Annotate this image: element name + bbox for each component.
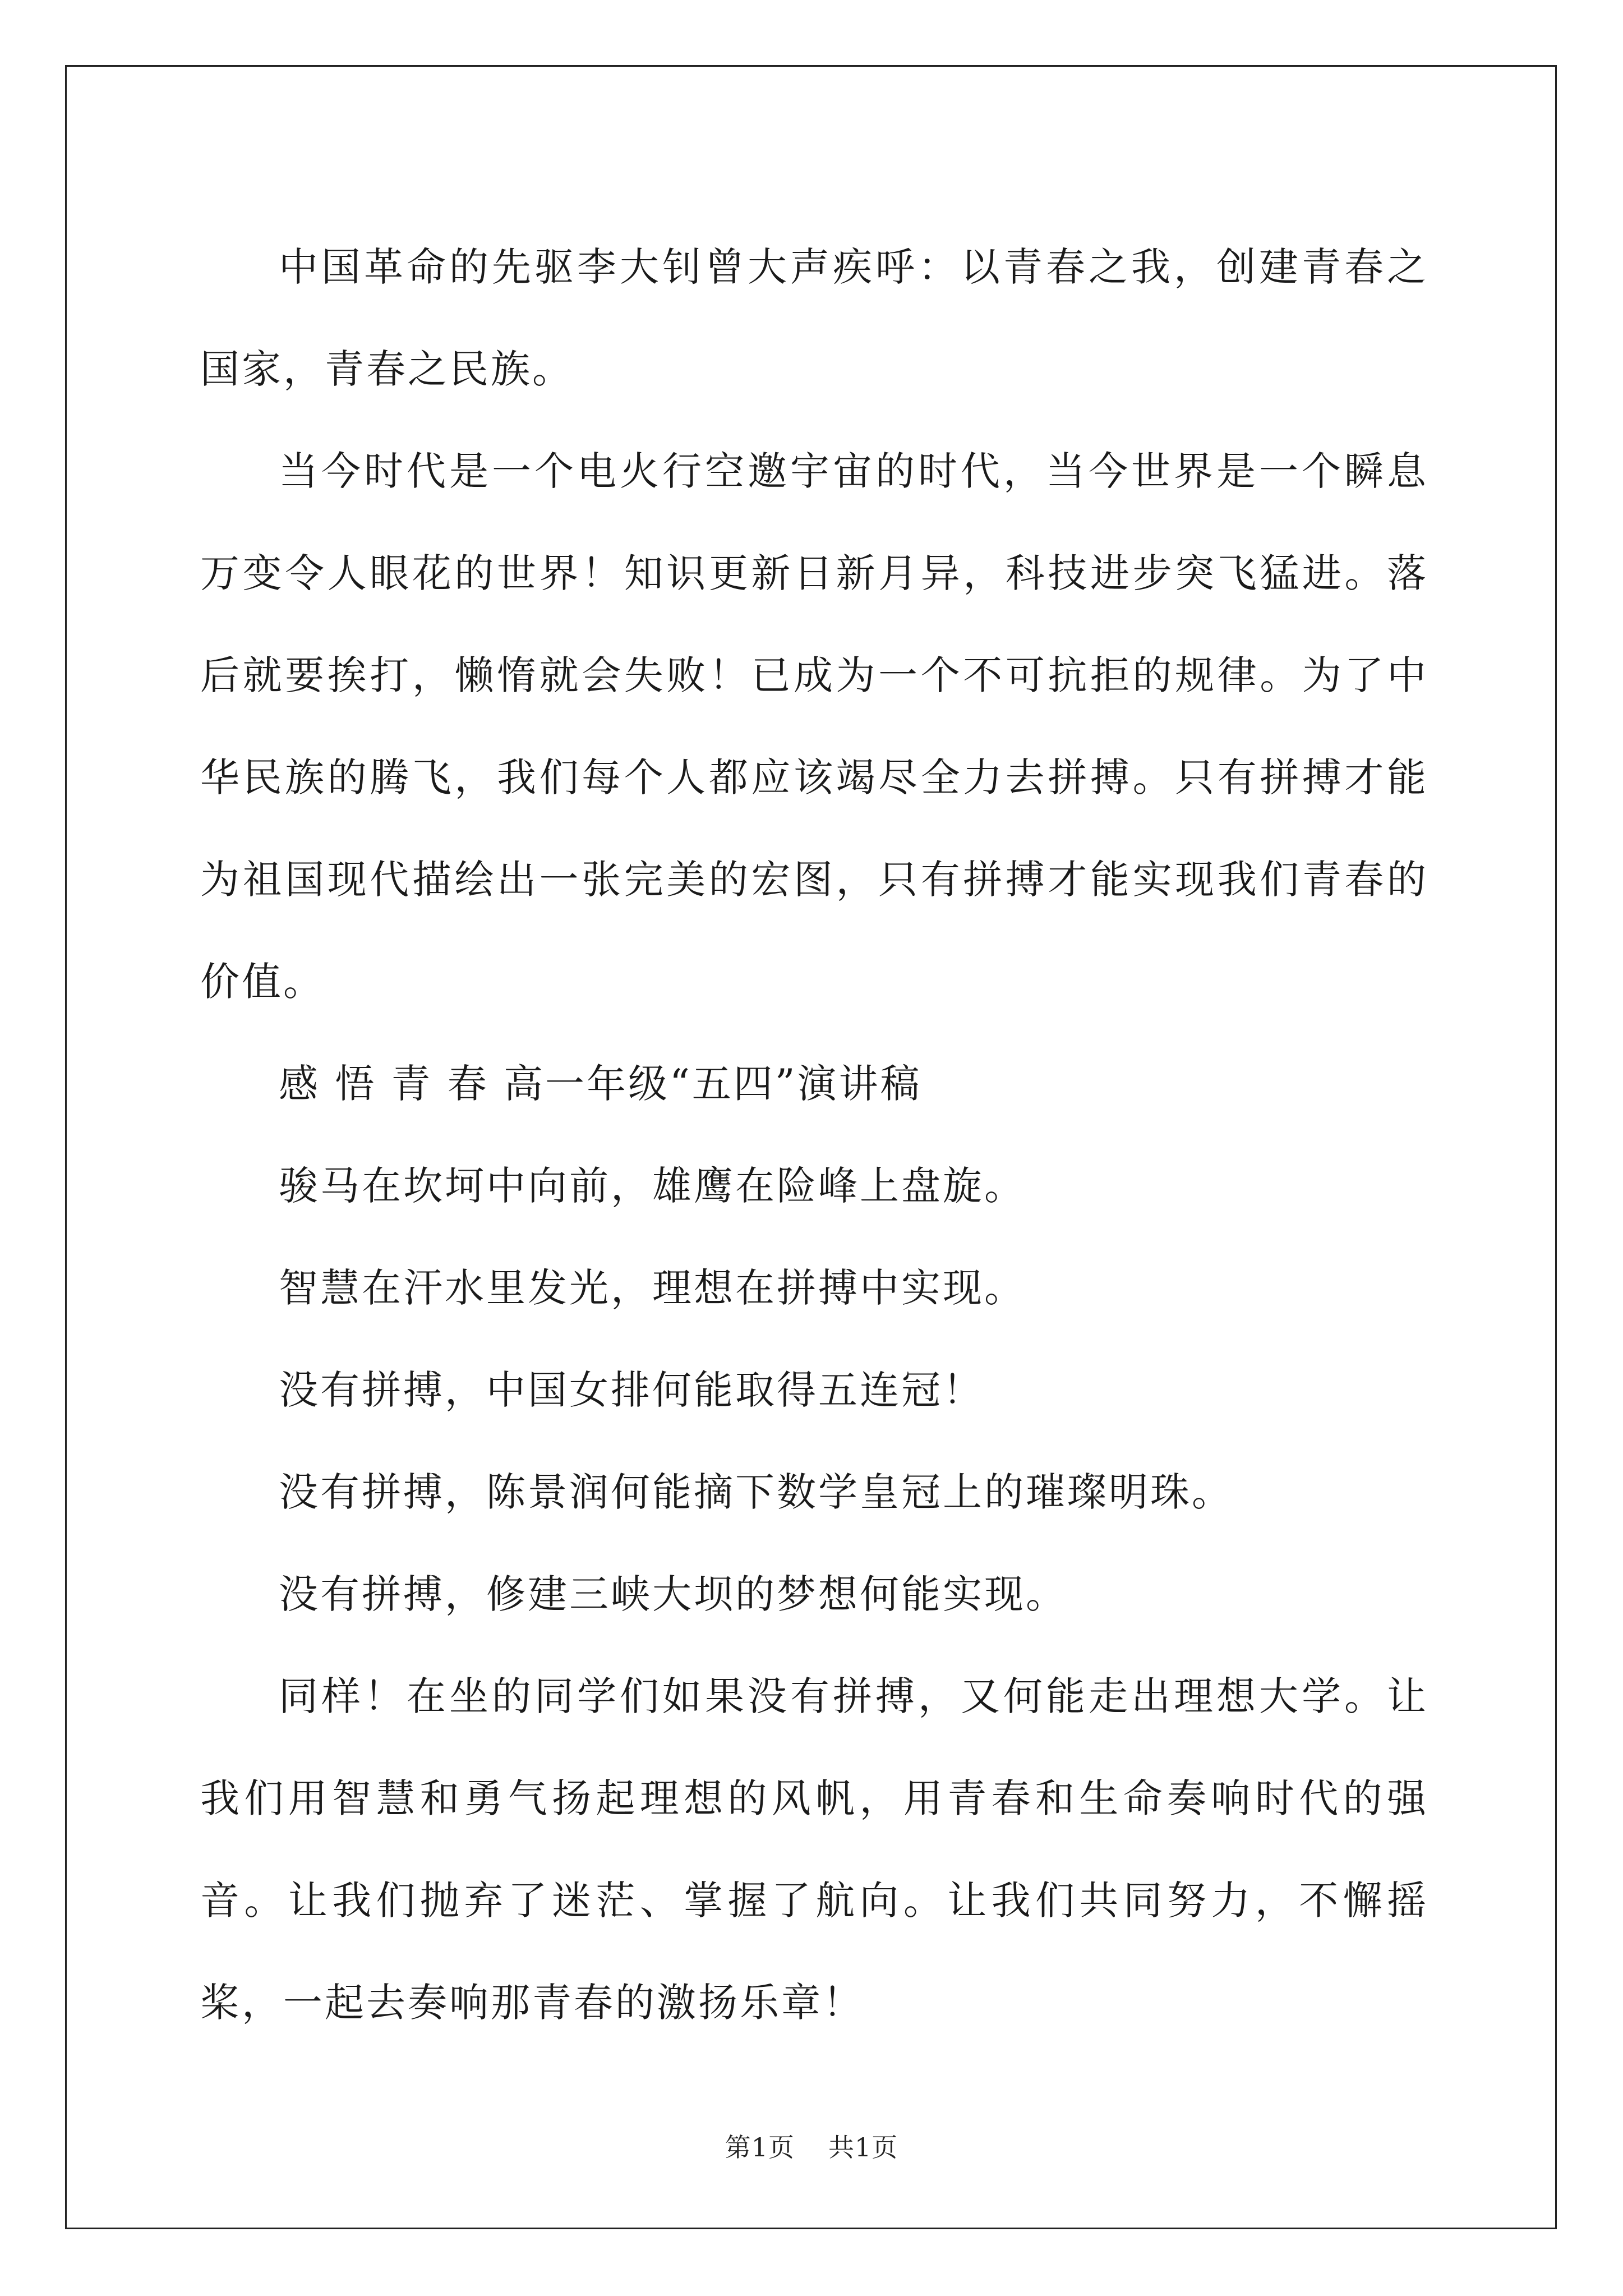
- paragraph-1: 中国革命的先驱李大钊曾大声疾呼：以青春之我，创建青春之国家，青春之民族。: [200, 244, 1428, 392]
- document-body: [200, 216, 1428, 2054]
- paragraph-2: 当今时代是一个电火行空邀宇宙的时代，当今世界是一个瞬息万变令人眼花的世界！知识更新日新月异，科技进步突飞猛进。落后就要挨打，懒惰就会失败！已成为一个不可抗拒的规律。为了中华民族的腾飞，我们每个人都应该竭尽全力去拼搏。只有拼搏才能为祖国现代描绘出一张完美的宏图，只有拼搏才能实现我们青春的价值。: [200, 448, 1428, 1005]
- paragraph-4: 智慧在汗水里发光，理想在拼搏中实现。: [279, 1265, 1026, 1311]
- page-footer: [0, 2131, 1623, 2164]
- speech-title: 感 悟 青 春 高一年级“五四”演讲稿: [279, 1061, 922, 1107]
- page-number: 第1页: [725, 2132, 795, 2162]
- paragraph-6: 没有拼搏，陈景润何能摘下数学皇冠上的璀璨明珠。: [279, 1469, 1233, 1515]
- paragraph-5: 没有拼搏，中国女排何能取得五连冠！: [279, 1367, 984, 1413]
- paragraph-8: 同样！在坐的同学们如果没有拼搏，又何能走出理想大学。让我们用智慧和勇气扬起理想的风帆，用青春和生命奏响时代的强音。让我们抛弃了迷茫、掌握了航向。让我们共同努力，不懈摇桨，一起去奏响那青春的激扬乐章！: [200, 1673, 1428, 2026]
- paragraph-3: 骏马在坎坷中向前，雄鹰在险峰上盘旋。: [279, 1163, 1026, 1209]
- paragraph-7: 没有拼搏，修建三峡大坝的梦想何能实现。: [279, 1571, 1067, 1617]
- page-total: 共1页: [828, 2132, 898, 2162]
